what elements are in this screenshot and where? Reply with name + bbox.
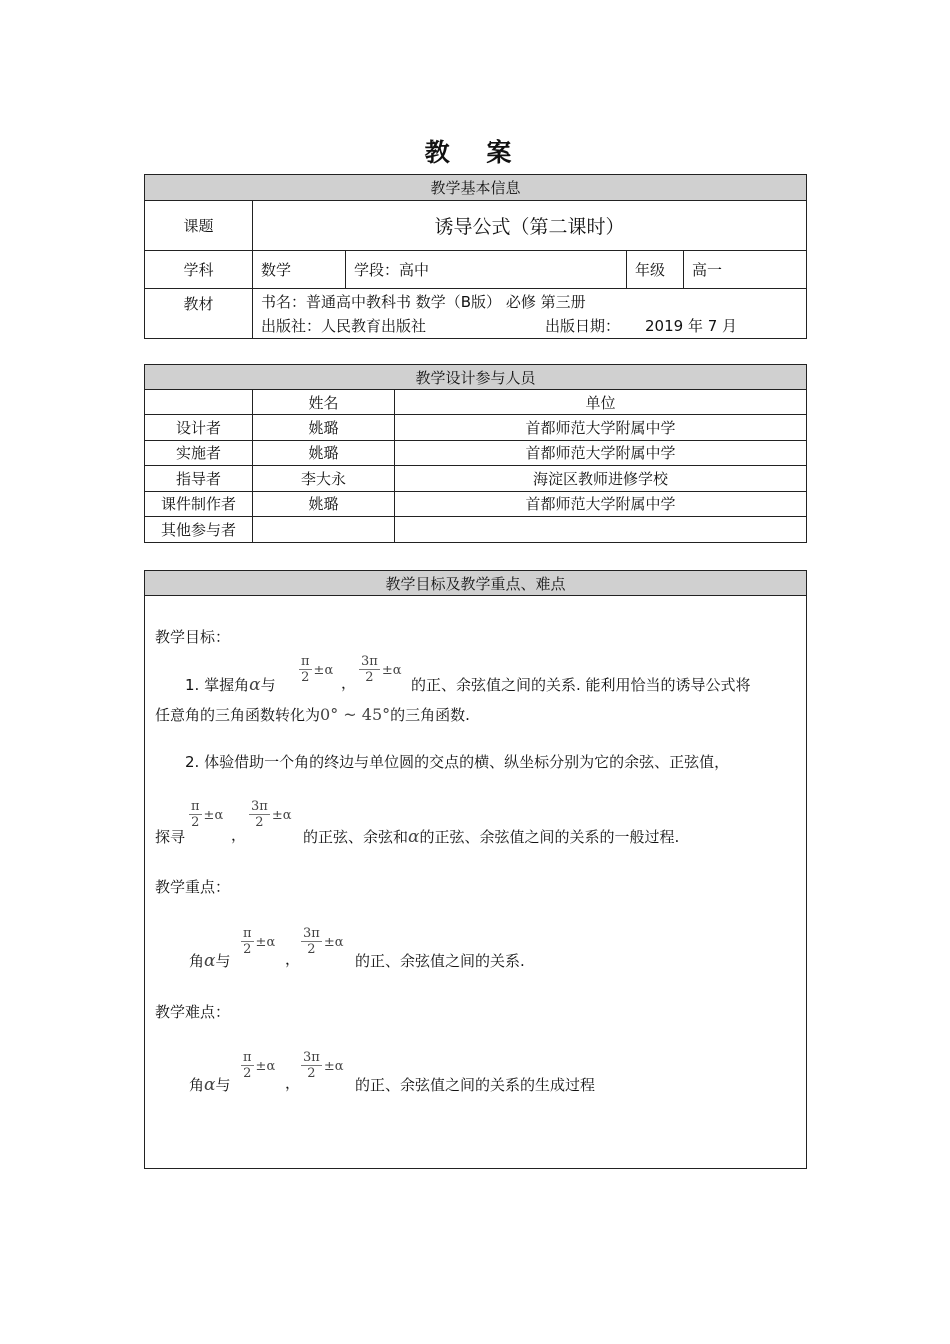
table-row <box>145 491 807 517</box>
alpha-symbol: α <box>408 827 420 847</box>
comma: ， <box>341 674 357 692</box>
frac-3pi-over-2-c: $\frac{3\pi}{2}$ ±α <box>303 926 344 957</box>
range-0-45: 0° ~ 45° <box>320 705 391 724</box>
people-name-cell: 姚璐 <box>253 440 395 466</box>
pub-date-label: 出版日期： <box>545 316 621 335</box>
key-text-b: 与 <box>215 952 231 970</box>
alpha-symbol: α <box>204 951 216 971</box>
people-role-cell: 实施者 <box>145 440 253 466</box>
goal-1-line1 <box>185 674 276 695</box>
diff-text-ab <box>189 1074 231 1095</box>
goal-1-text-b: 与 <box>260 676 276 694</box>
frac-3pi-over-2: $\frac{3\pi}{2}$ ±α <box>361 654 402 685</box>
comma: ， <box>285 950 301 968</box>
people-name-cell: 李大永 <box>253 466 395 492</box>
goal-1-text-c: 的正、余弦值之间的关系. 能利用恰当的诱导公式将 <box>411 676 751 694</box>
topic-label: 课题 <box>145 201 253 251</box>
frac-pi-over-2: $\frac{\pi}{2}$ ±α <box>301 654 334 685</box>
people-name-cell: 姚璐 <box>253 491 395 517</box>
people-role-cell: 指导者 <box>145 466 253 492</box>
key-text-ab <box>189 950 231 971</box>
frac-3pi-over-2-d: $\frac{3\pi}{2}$ ±α <box>303 1050 344 1081</box>
people-header: 教学设计参与人员 <box>145 365 807 390</box>
goal-2-line1: 2. 体验借助一个角的终边与单位圆的交点的横、纵坐标分别为它的余弦、正弦值， <box>185 753 730 771</box>
frac-pi-over-2-d: $\frac{\pi}{2}$ ±α <box>243 1050 276 1081</box>
goal-1-text-e: 的三角函数. <box>390 706 470 724</box>
table-row <box>145 440 807 466</box>
people-role-cell: 课件制作者 <box>145 491 253 517</box>
unit-col-header: 单位 <box>395 390 807 415</box>
page-title: 教 案 <box>424 138 526 167</box>
key-text-c: 的正、余弦值之间的关系. <box>355 952 525 970</box>
basic-info-header: 教学基本信息 <box>145 175 807 201</box>
frac-pi-over-2-b: $\frac{\pi}{2}$ ±α <box>191 799 224 830</box>
grade-value: 高一 <box>684 251 807 289</box>
role-col-header <box>145 390 253 415</box>
difficulty-label: 教学难点： <box>155 1003 231 1021</box>
goal-2-text-b: 探寻 <box>155 828 186 846</box>
alpha-symbol: α <box>249 675 261 695</box>
goal-2-text-c: 的正弦、余弦和 <box>303 828 409 846</box>
people-unit-cell: 首都师范大学附属中学 <box>395 440 807 466</box>
textbook-info <box>253 289 807 339</box>
people-table <box>144 364 807 543</box>
goal-2-text-d: 的正弦、余弦值之间的关系的一般过程. <box>419 828 680 846</box>
topic-value: 诱导公式（第二课时） <box>253 201 807 251</box>
grade-label: 年级 <box>627 251 684 289</box>
goals-label: 教学目标： <box>155 628 231 646</box>
textbook-label: 教材 <box>145 289 253 339</box>
goals-header: 教学目标及教学重点、难点 <box>145 571 807 596</box>
diff-text-a: 角 <box>189 1076 205 1094</box>
goal-1-text-d: 任意角的三角函数转化为 <box>155 706 321 724</box>
alpha-symbol: α <box>204 1075 216 1095</box>
subject-value: 数学 <box>253 251 346 289</box>
table-row <box>145 415 807 441</box>
goal-1-line2 <box>155 704 470 725</box>
table-row <box>145 517 807 543</box>
stage-value: 学段：高中 <box>346 251 627 289</box>
people-unit-cell: 首都师范大学附属中学 <box>395 415 807 441</box>
diff-text-c: 的正、余弦值之间的关系的生成过程 <box>355 1076 596 1094</box>
people-name-cell: 姚璐 <box>253 415 395 441</box>
comma: ， <box>231 826 247 844</box>
people-unit-cell <box>395 517 807 543</box>
book-name: 书名：普通高中教科书 数学（B版） 必修 第三册 <box>261 292 586 311</box>
people-name-cell <box>253 517 395 543</box>
comma: ， <box>285 1074 301 1092</box>
goals-table <box>144 570 807 1169</box>
basic-info-table <box>144 174 807 339</box>
publisher: 出版社：人民教育出版社 <box>261 316 427 335</box>
people-role-cell: 其他参与者 <box>145 517 253 543</box>
goals-body <box>145 596 807 1169</box>
frac-pi-over-2-c: $\frac{\pi}{2}$ ±α <box>243 926 276 957</box>
name-col-header: 姓名 <box>253 390 395 415</box>
table-row <box>145 466 807 492</box>
goal-1-text-a: 1. 掌握角 <box>185 676 250 694</box>
people-unit-cell: 首都师范大学附属中学 <box>395 491 807 517</box>
key-text-a: 角 <box>189 952 205 970</box>
people-unit-cell: 海淀区教师进修学校 <box>395 466 807 492</box>
frac-3pi-over-2-b: $\frac{3\pi}{2}$ ±α <box>251 799 292 830</box>
key-label: 教学重点： <box>155 878 231 896</box>
publisher-line <box>261 314 798 338</box>
people-role-cell: 设计者 <box>145 415 253 441</box>
pub-date: 2019 年 7 月 <box>645 316 738 335</box>
diff-text-b: 与 <box>215 1076 231 1094</box>
goal-2-text-cd <box>303 826 679 847</box>
subject-label: 学科 <box>145 251 253 289</box>
